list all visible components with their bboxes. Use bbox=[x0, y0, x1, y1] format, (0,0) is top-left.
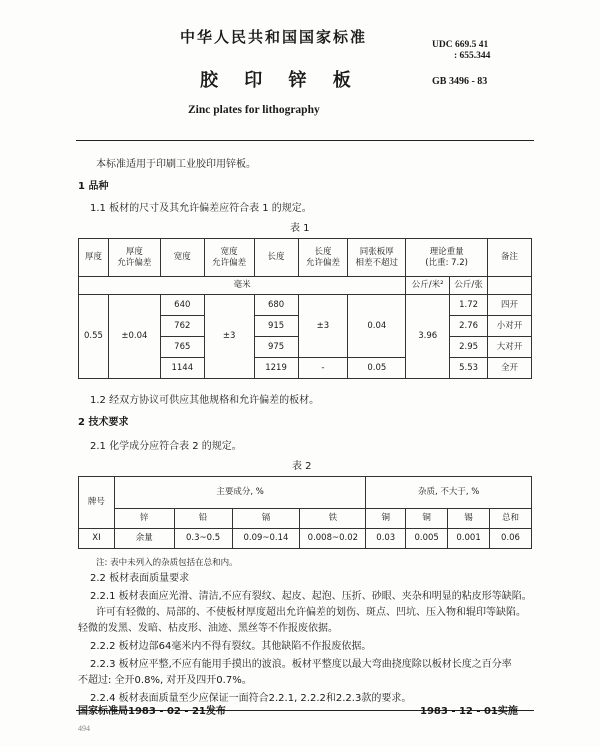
thickness-value: 0.55 bbox=[79, 295, 109, 379]
th-grade: 牌号 bbox=[79, 477, 115, 529]
composition-cell: 余量 bbox=[114, 529, 174, 549]
issued-date: 国家标准局1983 - 02 - 21发布 bbox=[78, 706, 226, 717]
kg-per-m2-value: 3.96 bbox=[406, 295, 450, 379]
length-cell: 975 bbox=[254, 337, 298, 358]
th-thickness: 厚度 bbox=[79, 239, 109, 277]
document-title-cn: 胶 印 锌 板 bbox=[200, 70, 361, 91]
width-cell: 640 bbox=[160, 295, 204, 316]
effective-date: 1983 - 12 - 01实施 bbox=[420, 706, 518, 717]
grade-value: XI bbox=[79, 529, 115, 549]
th-width-tol: 宽度 允许偏差 bbox=[204, 239, 254, 277]
table-2 bbox=[78, 476, 532, 549]
length-cell: 1219 bbox=[254, 358, 298, 379]
th-length: 长度 bbox=[254, 239, 298, 277]
same-sheet-value-b: 0.05 bbox=[348, 358, 406, 379]
remark-cell: 小对开 bbox=[488, 316, 532, 337]
section-1-heading: 1 品种 bbox=[78, 181, 109, 192]
unit-mm: 毫米 bbox=[79, 277, 406, 295]
clause-2-2: 2.2 板材表面质量要求 bbox=[90, 573, 190, 584]
composition-cell: 0.005 bbox=[406, 529, 448, 549]
unit-kg-per-sheet: 公斤/张 bbox=[450, 277, 488, 295]
kg-per-sheet-cell: 5.53 bbox=[450, 358, 488, 379]
composition-cell: 0.008~0.02 bbox=[300, 529, 366, 549]
length-cell: 915 bbox=[254, 316, 298, 337]
udc-code bbox=[432, 40, 490, 62]
th-element: 铜 bbox=[406, 509, 448, 529]
composition-cell: 0.06 bbox=[490, 529, 532, 549]
table-2-caption: 表 2 bbox=[292, 461, 312, 472]
th-element: 镉 bbox=[232, 509, 300, 529]
th-remark: 备注 bbox=[488, 239, 532, 277]
table-2-note: 注: 表中未列入的杂质包括在总和内。 bbox=[96, 558, 238, 568]
table-1 bbox=[78, 238, 532, 379]
document-title-en: Zinc plates for lithography bbox=[188, 104, 320, 116]
clause-2-1: 2.1 化学成分应符合表 2 的规定。 bbox=[90, 441, 242, 452]
th-main-components: 主要成分, % bbox=[114, 477, 365, 509]
th-element: 铅 bbox=[174, 509, 232, 529]
clause-2-2-3-a: 2.2.3 板材应平整,不应有能用手摸出的波浪。板材平整度以最大弯曲挠度除以板材长度之百分率 bbox=[90, 659, 512, 670]
unit-kg-per-m2: 公斤/米² bbox=[406, 277, 450, 295]
th-thickness-tol: 厚度 允许偏差 bbox=[108, 239, 160, 277]
remark-cell: 大对开 bbox=[488, 337, 532, 358]
width-cell: 765 bbox=[160, 337, 204, 358]
th-element: 总和 bbox=[490, 509, 532, 529]
table-1-caption: 表 1 bbox=[290, 223, 310, 234]
clause-2-2-3-b: 不超过: 全开0.8%, 对开及四开0.7%。 bbox=[78, 675, 252, 686]
clause-2-2-4: 2.2.4 板材表面质量至少应保证一面符合2.2.1, 2.2.2和2.2.3款的要求。 bbox=[90, 693, 412, 704]
composition-cell: 0.03 bbox=[366, 529, 406, 549]
standard-org-title: 中华人民共和国国家标准 bbox=[180, 28, 368, 46]
remark-cell: 全开 bbox=[488, 358, 532, 379]
th-element: 锌 bbox=[114, 509, 174, 529]
kg-per-sheet-cell: 1.72 bbox=[450, 295, 488, 316]
th-width: 宽度 bbox=[160, 239, 204, 277]
kg-per-sheet-cell: 2.95 bbox=[450, 337, 488, 358]
thickness-tol-value: ±0.04 bbox=[108, 295, 160, 379]
udc-line-1: UDC 669.5 41 bbox=[432, 40, 489, 50]
th-impurities: 杂质, 不大于, % bbox=[366, 477, 532, 509]
composition-cell: 0.001 bbox=[448, 529, 490, 549]
clause-2-2-1-c: 轻微的发黑、发暗、枯皮形、油迹、黑丝等不作报废依据。 bbox=[78, 623, 338, 634]
same-sheet-value-a: 0.04 bbox=[348, 295, 406, 358]
th-same-sheet: 同张板厚 相差不超过 bbox=[348, 239, 406, 277]
intro-text: 本标准适用于印刷工业胶印用锌板。 bbox=[96, 159, 256, 170]
length-tol-cell: - bbox=[298, 358, 348, 379]
clause-2-2-1-a: 2.2.1 板材表面应光滑、清洁,不应有裂纹、起皮、起泡、压折、砂眼、夹杂和明显的粘皮形等缺陷。 bbox=[90, 591, 532, 602]
width-cell: 762 bbox=[160, 316, 204, 337]
udc-line-2: : 655.344 bbox=[454, 51, 491, 61]
clause-1-1: 1.1 板材的尺寸及其允许偏差应符合表 1 的规定。 bbox=[90, 203, 312, 214]
th-length-tol: 长度 允许偏差 bbox=[298, 239, 348, 277]
length-cell: 680 bbox=[254, 295, 298, 316]
th-element: 铁 bbox=[300, 509, 366, 529]
width-cell: 1144 bbox=[160, 358, 204, 379]
clause-1-2: 1.2 经双方协议可供应其他规格和允许偏差的板材。 bbox=[90, 395, 320, 406]
th-element: 锡 bbox=[448, 509, 490, 529]
clause-2-2-2: 2.2.2 板材边部64毫米内不得有裂纹。其他缺陷不作报废依据。 bbox=[90, 641, 372, 652]
header-rule bbox=[76, 140, 534, 141]
clause-2-2-1-b: 许可有轻微的、局部的、不使板材厚度超出允许偏差的划伤、斑点、凹坑、压入物和辊印等缺陷。 bbox=[96, 607, 526, 618]
composition-cell: 0.09~0.14 bbox=[232, 529, 300, 549]
kg-per-sheet-cell: 2.76 bbox=[450, 316, 488, 337]
th-weight: 理论重量 (比重: 7.2) bbox=[406, 239, 488, 277]
width-tol-value: ±3 bbox=[204, 295, 254, 379]
page-number: 494 bbox=[78, 724, 90, 733]
section-2-heading: 2 技术要求 bbox=[78, 417, 129, 428]
remark-cell: 四开 bbox=[488, 295, 532, 316]
gb-code: GB 3496 - 83 bbox=[432, 76, 488, 87]
composition-cell: 0.3~0.5 bbox=[174, 529, 232, 549]
th-element: 铜 bbox=[366, 509, 406, 529]
length-tol-value: ±3 bbox=[298, 295, 348, 358]
